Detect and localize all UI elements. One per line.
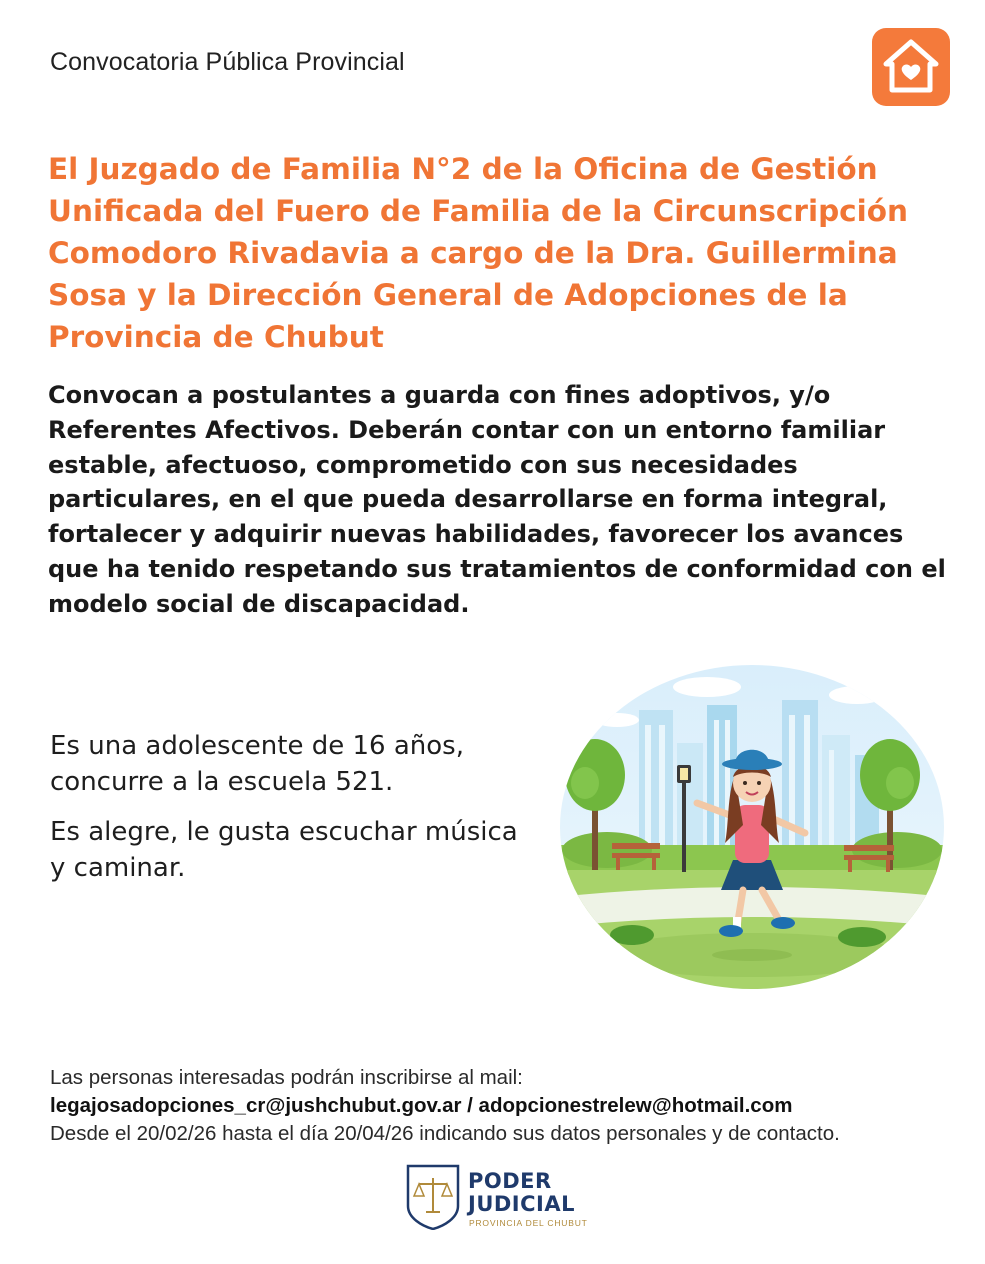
footer-contact [50, 1064, 970, 1148]
call-text: Convocan a postulantes a guarda con fines adoptivos, y/o Referentes Afectivos. Deberán contar con un entorno familiar estable, afectuoso, comprometido con sus necesidades particulares, en el que pueda desarrollarse en forma integral, fortalecer y adquirir nuevas habilidades, favorecer los avances que ha tenido respetando sus tratamientos de conformidad con el modelo social de discapacidad. [48, 381, 946, 618]
headline: El Juzgado de Familia N°2 de la Oficina de Gestión Unificada del Fuero de Familia de la Circunscripción Comodoro Rivadavia a cargo de la Dra. Guillermina Sosa y la Dirección General de Adopciones de la Provincia de Chubut [48, 152, 909, 354]
house-heart-icon [872, 28, 950, 106]
logo-line-poder: PODER [468, 1169, 552, 1193]
scales-of-justice-shield-icon [404, 1162, 462, 1230]
logo-line-judicial: JUDICIAL [468, 1192, 575, 1216]
page-kicker: Convocatoria Pública Provincial [50, 48, 405, 76]
poder-judicial-logo [404, 1162, 604, 1232]
logo-subtitle: PROVINCIA DEL CHUBUT [469, 1218, 588, 1228]
profile-line-age: Es una adolescente de 16 años, concurre a la escuela 521. [50, 731, 464, 797]
contact-emails[interactable]: legajosadopciones_cr@jushchubut.gov.ar / adopcionestrelew@hotmail.com [50, 1094, 793, 1117]
footer-intro: Las personas interesadas podrán inscribirse al mail: [50, 1066, 523, 1089]
profile-line-interests: Es alegre, le gusta escuchar música y caminar. [50, 817, 518, 883]
profile-description [50, 728, 520, 900]
girl-walking-in-park-illustration [557, 665, 947, 990]
footer-dates: Desde el 20/02/26 hasta el día 20/04/26 indicando sus datos personales y de contacto. [50, 1122, 840, 1145]
